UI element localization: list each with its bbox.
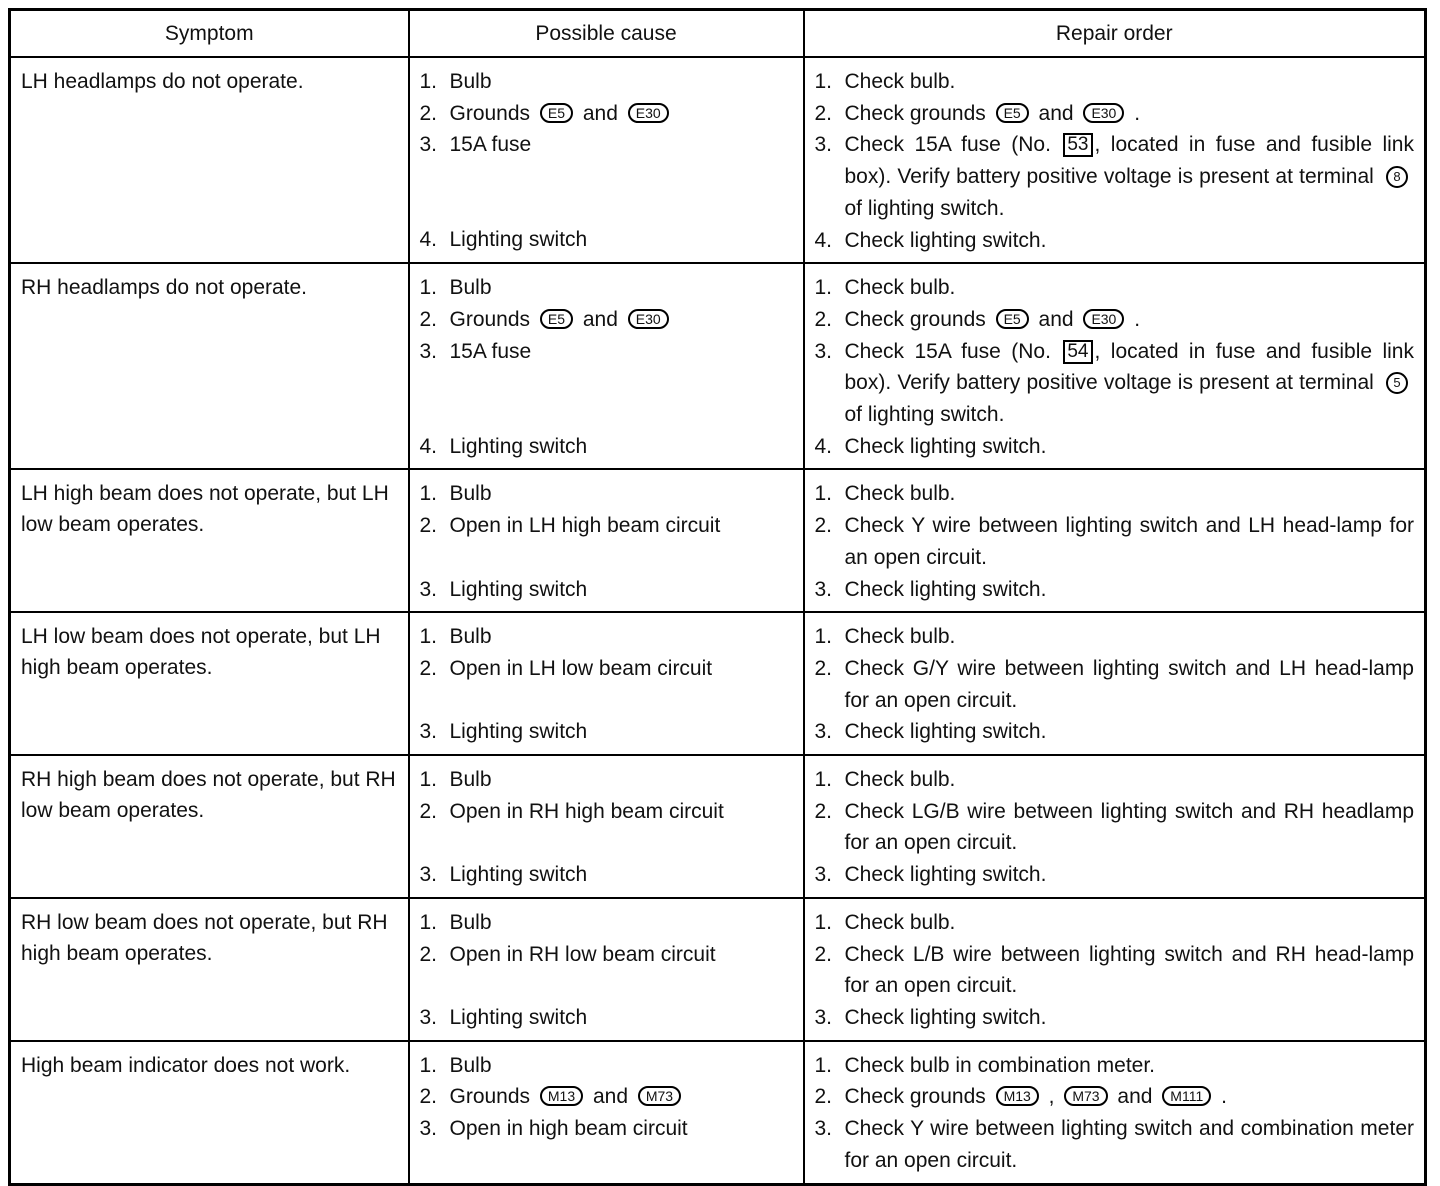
repair-item-text bbox=[845, 129, 1415, 224]
cause-item-number: 2. bbox=[419, 656, 438, 680]
repair-item-number: 3. bbox=[814, 133, 833, 157]
cause-item-text bbox=[450, 510, 793, 542]
cause-item bbox=[420, 129, 793, 161]
text-run: , located in fuse and fusible link box). Verify battery positive voltage is present at terminal bbox=[844, 133, 1414, 189]
cause-item-text bbox=[450, 1002, 793, 1034]
cause-item-number: 1. bbox=[419, 1053, 438, 1077]
text-run: . bbox=[1128, 101, 1141, 125]
cause-item-text bbox=[450, 129, 793, 161]
connector-badge: M73 bbox=[638, 1086, 681, 1106]
repair-item bbox=[815, 1113, 1415, 1176]
repair-item bbox=[815, 225, 1415, 257]
cause-item-text bbox=[450, 764, 793, 796]
table-row bbox=[10, 755, 1426, 898]
possible-cause-cell bbox=[409, 1041, 804, 1184]
text-run: Check lighting switch. bbox=[844, 434, 1047, 458]
repair-item-text bbox=[845, 98, 1415, 130]
symptom-cell: RH low beam does not operate, but RH high beam operates. bbox=[10, 898, 409, 1041]
repair-item bbox=[815, 336, 1415, 431]
repair-item bbox=[815, 764, 1415, 796]
repair-item bbox=[815, 129, 1415, 224]
repair-item-text bbox=[845, 336, 1415, 431]
cause-item-number: 4. bbox=[419, 228, 438, 252]
connector-badge: E30 bbox=[628, 309, 669, 329]
repair-item bbox=[815, 574, 1415, 606]
repair-item bbox=[815, 1002, 1415, 1034]
text-run: Check grounds bbox=[844, 101, 992, 125]
repair-item-text bbox=[845, 859, 1415, 891]
repair-item-text bbox=[845, 907, 1415, 939]
text-run: and bbox=[1111, 1085, 1159, 1109]
repair-item-number: 4. bbox=[814, 434, 833, 458]
text-run: Open in LH high beam circuit bbox=[449, 514, 721, 538]
repair-item-text bbox=[845, 225, 1415, 257]
text-run: Open in high beam circuit bbox=[449, 1117, 688, 1141]
blank-line bbox=[420, 827, 793, 859]
repair-item-text bbox=[845, 272, 1415, 304]
possible-cause-cell bbox=[409, 57, 804, 263]
text-run: Check L/B wire between lighting switch and RH head-lamp for an open circuit. bbox=[844, 942, 1414, 998]
cause-item-text bbox=[450, 1050, 793, 1082]
possible-cause-cell bbox=[409, 755, 804, 898]
repair-order-cell bbox=[804, 898, 1426, 1041]
text-run: Check bulb. bbox=[844, 768, 956, 792]
text-run: Open in RH low beam circuit bbox=[449, 942, 716, 966]
cause-item bbox=[420, 1002, 793, 1034]
repair-item-text bbox=[845, 796, 1415, 859]
repair-item bbox=[815, 1081, 1415, 1113]
repair-item-text bbox=[845, 1081, 1415, 1113]
text-run: Check G/Y wire between lighting switch and LH head-lamp for an open circuit. bbox=[844, 656, 1414, 712]
connector-badge: E30 bbox=[1083, 103, 1124, 123]
cause-item-number: 2. bbox=[419, 307, 438, 331]
symptom-cell: LH high beam does not operate, but LH low beam operates. bbox=[10, 469, 409, 612]
text-run: Lighting switch bbox=[449, 1005, 588, 1029]
text-run: Check lighting switch. bbox=[844, 720, 1047, 744]
connector-badge: M111 bbox=[1162, 1086, 1211, 1106]
repair-order-cell bbox=[804, 263, 1426, 469]
table-row bbox=[10, 898, 1426, 1041]
cause-item bbox=[420, 574, 793, 606]
text-run: Lighting switch bbox=[449, 577, 588, 601]
possible-cause-cell bbox=[409, 898, 804, 1041]
cause-item bbox=[420, 510, 793, 542]
cause-item-number: 3. bbox=[419, 577, 438, 601]
text-run: Grounds bbox=[449, 101, 536, 125]
table-row bbox=[10, 57, 1426, 263]
cause-item bbox=[420, 796, 793, 828]
cause-item bbox=[420, 907, 793, 939]
text-run: . bbox=[1128, 307, 1141, 331]
cause-item bbox=[420, 272, 793, 304]
connector-badge: E30 bbox=[628, 103, 669, 123]
repair-item-number: 2. bbox=[814, 942, 833, 966]
cause-item-number: 2. bbox=[419, 799, 438, 823]
text-run: and bbox=[587, 1085, 634, 1109]
cause-item-number: 3. bbox=[419, 720, 438, 744]
connector-badge: E5 bbox=[996, 103, 1029, 123]
text-run: Bulb bbox=[449, 482, 492, 506]
cause-item bbox=[420, 66, 793, 98]
cause-item-text bbox=[450, 1081, 793, 1113]
cause-item-number: 3. bbox=[419, 133, 438, 157]
cause-item-number: 4. bbox=[419, 434, 438, 458]
cause-item bbox=[420, 1113, 793, 1145]
text-run: Check Y wire between lighting switch and combination meter for an open circuit. bbox=[844, 1117, 1414, 1172]
repair-item-number: 1. bbox=[814, 625, 833, 649]
text-run: Lighting switch bbox=[449, 228, 588, 252]
text-run: and bbox=[1032, 307, 1080, 331]
repair-item bbox=[815, 510, 1415, 573]
text-run: Grounds bbox=[449, 1085, 536, 1109]
cause-item-text bbox=[450, 431, 793, 463]
cause-item-text bbox=[450, 478, 793, 510]
cause-item-number: 2. bbox=[419, 101, 438, 125]
repair-item-number: 3. bbox=[814, 1005, 833, 1029]
repair-order-cell bbox=[804, 1041, 1426, 1184]
cause-item-number: 1. bbox=[419, 625, 438, 649]
cause-item-number: 1. bbox=[419, 276, 438, 300]
repair-item-text bbox=[845, 1113, 1415, 1176]
troubleshooting-table bbox=[8, 8, 1427, 1186]
text-run: Check grounds bbox=[844, 1085, 992, 1109]
diagnosis-table-container bbox=[8, 8, 1424, 1172]
cause-item bbox=[420, 653, 793, 685]
text-run: 15A fuse bbox=[449, 133, 532, 157]
cause-item-text bbox=[450, 336, 793, 368]
cause-item-text bbox=[450, 621, 793, 653]
header-possible-cause: Possible cause bbox=[409, 10, 804, 58]
cause-item-number: 3. bbox=[419, 1005, 438, 1029]
symptom-cell: LH headlamps do not operate. bbox=[10, 57, 409, 263]
text-run: Bulb bbox=[449, 1053, 492, 1077]
cause-item bbox=[420, 98, 793, 130]
text-run: Check lighting switch. bbox=[844, 863, 1047, 887]
text-run: 15A fuse bbox=[449, 339, 532, 363]
repair-item-text bbox=[845, 66, 1415, 98]
repair-item-text bbox=[845, 478, 1415, 510]
repair-item bbox=[815, 304, 1415, 336]
cause-item-text bbox=[450, 224, 793, 256]
cause-item bbox=[420, 478, 793, 510]
cause-item bbox=[420, 764, 793, 796]
header-repair-order: Repair order bbox=[804, 10, 1426, 58]
cause-item-number: 1. bbox=[419, 70, 438, 93]
repair-item-text bbox=[845, 653, 1415, 716]
table-row bbox=[10, 469, 1426, 612]
repair-item-number: 1. bbox=[814, 276, 833, 300]
text-run: Bulb bbox=[449, 768, 492, 792]
repair-item-text bbox=[845, 574, 1415, 606]
text-run: , bbox=[1042, 1085, 1061, 1109]
text-run: Lighting switch bbox=[449, 863, 588, 887]
cause-item bbox=[420, 304, 793, 336]
repair-item-number: 2. bbox=[814, 101, 833, 125]
repair-item-number: 2. bbox=[814, 1085, 833, 1109]
repair-item bbox=[815, 796, 1415, 859]
possible-cause-cell bbox=[409, 263, 804, 469]
blank-line bbox=[420, 399, 793, 431]
cause-item bbox=[420, 431, 793, 463]
repair-item bbox=[815, 653, 1415, 716]
cause-item-text bbox=[450, 66, 793, 98]
text-run: Check LG/B wire between lighting switch and RH headlamp for an open circuit. bbox=[844, 799, 1414, 855]
text-run: and bbox=[577, 307, 624, 331]
text-run: Bulb bbox=[449, 276, 492, 300]
repair-item bbox=[815, 272, 1415, 304]
repair-item bbox=[815, 716, 1415, 748]
cause-item bbox=[420, 224, 793, 256]
repair-item bbox=[815, 66, 1415, 98]
text-run: Open in LH low beam circuit bbox=[449, 656, 713, 680]
text-run: Check bulb. bbox=[844, 482, 956, 506]
repair-item-number: 1. bbox=[814, 70, 833, 93]
repair-item-number: 2. bbox=[814, 656, 833, 680]
repair-item-text bbox=[845, 1002, 1415, 1034]
text-run: , located in fuse and fusible link box). Verify battery positive voltage is present at terminal bbox=[844, 339, 1414, 395]
text-run: Check Y wire between lighting switch and LH head-lamp for an open circuit. bbox=[844, 514, 1414, 569]
repair-item bbox=[815, 98, 1415, 130]
text-run: Check lighting switch. bbox=[844, 577, 1047, 601]
repair-item-text bbox=[845, 431, 1415, 463]
cause-item-text bbox=[450, 574, 793, 606]
repair-order-cell bbox=[804, 57, 1426, 263]
repair-item bbox=[815, 859, 1415, 891]
cause-item-text bbox=[450, 304, 793, 336]
cause-item-text bbox=[450, 653, 793, 685]
cause-item-number: 3. bbox=[419, 339, 438, 363]
cause-item-text bbox=[450, 796, 793, 828]
text-run: Lighting switch bbox=[449, 434, 588, 458]
repair-item-number: 2. bbox=[814, 799, 833, 823]
cause-item bbox=[420, 716, 793, 748]
cause-item-number: 2. bbox=[419, 942, 438, 966]
text-run: Bulb bbox=[449, 625, 492, 649]
text-run: . bbox=[1215, 1085, 1227, 1109]
connector-badge: M73 bbox=[1064, 1086, 1107, 1106]
blank-line bbox=[420, 161, 793, 193]
table-row bbox=[10, 263, 1426, 469]
cause-item-number: 2. bbox=[419, 514, 438, 538]
repair-item-number: 3. bbox=[814, 339, 833, 363]
blank-line bbox=[420, 367, 793, 399]
blank-line bbox=[420, 193, 793, 225]
blank-line bbox=[420, 542, 793, 574]
header-symptom: Symptom bbox=[10, 10, 409, 58]
text-run: Check lighting switch. bbox=[844, 228, 1047, 252]
text-run: and bbox=[577, 101, 624, 125]
header-row bbox=[10, 10, 1426, 58]
repair-item-number: 1. bbox=[814, 1053, 833, 1077]
repair-item-number: 3. bbox=[814, 577, 833, 601]
connector-badge: E30 bbox=[1083, 309, 1124, 329]
cause-item-number: 3. bbox=[419, 1117, 438, 1141]
cause-item-number: 1. bbox=[419, 910, 438, 934]
connector-badge: E5 bbox=[540, 309, 573, 329]
cause-item bbox=[420, 859, 793, 891]
text-run: and bbox=[1032, 101, 1080, 125]
repair-order-cell bbox=[804, 469, 1426, 612]
text-run: of lighting switch. bbox=[844, 403, 1005, 427]
cause-item bbox=[420, 621, 793, 653]
cause-item-number: 1. bbox=[419, 768, 438, 792]
cause-item bbox=[420, 1081, 793, 1113]
text-run: Check bulb. bbox=[844, 276, 956, 300]
text-run: Check bulb in combination meter. bbox=[844, 1053, 1155, 1077]
table-row bbox=[10, 612, 1426, 755]
table-body bbox=[10, 57, 1426, 1184]
fuse-number-box: 53 bbox=[1063, 133, 1092, 157]
terminal-number-circle: 8 bbox=[1386, 166, 1408, 188]
repair-item bbox=[815, 1050, 1415, 1082]
blank-line bbox=[420, 970, 793, 1002]
repair-item-number: 3. bbox=[814, 1117, 833, 1141]
cause-item-text bbox=[450, 859, 793, 891]
symptom-cell: LH low beam does not operate, but LH high beam operates. bbox=[10, 612, 409, 755]
fuse-number-box: 54 bbox=[1063, 340, 1092, 364]
repair-order-cell bbox=[804, 612, 1426, 755]
cause-item bbox=[420, 939, 793, 971]
repair-item bbox=[815, 478, 1415, 510]
cause-item-number: 3. bbox=[419, 863, 438, 887]
possible-cause-cell bbox=[409, 612, 804, 755]
repair-item bbox=[815, 621, 1415, 653]
cause-item-text bbox=[450, 98, 793, 130]
connector-badge: M13 bbox=[996, 1086, 1039, 1106]
cause-item-number: 1. bbox=[419, 482, 438, 506]
symptom-cell: RH headlamps do not operate. bbox=[10, 263, 409, 469]
cause-item-text bbox=[450, 272, 793, 304]
terminal-number-circle: 5 bbox=[1386, 372, 1408, 394]
repair-item-number: 3. bbox=[814, 720, 833, 744]
text-run: Check bulb. bbox=[844, 625, 956, 649]
text-run: Bulb bbox=[449, 910, 492, 934]
repair-item-text bbox=[845, 621, 1415, 653]
cause-item-text bbox=[450, 907, 793, 939]
text-run: Check 15A fuse (No. bbox=[844, 133, 1062, 157]
text-run: Check lighting switch. bbox=[844, 1005, 1047, 1029]
symptom-cell: RH high beam does not operate, but RH low beam operates. bbox=[10, 755, 409, 898]
cause-item-text bbox=[450, 939, 793, 971]
cause-item-text bbox=[450, 1113, 793, 1145]
text-run: Check bulb. bbox=[844, 70, 956, 93]
repair-item-number: 2. bbox=[814, 307, 833, 331]
repair-item-number: 1. bbox=[814, 768, 833, 792]
text-run: Lighting switch bbox=[449, 720, 588, 744]
repair-item-text bbox=[845, 716, 1415, 748]
text-run: Open in RH high beam circuit bbox=[449, 799, 724, 823]
connector-badge: E5 bbox=[540, 103, 573, 123]
connector-badge: M13 bbox=[540, 1086, 583, 1106]
table-row bbox=[10, 1041, 1426, 1184]
repair-order-cell bbox=[804, 755, 1426, 898]
repair-item-text bbox=[845, 304, 1415, 336]
blank-line bbox=[420, 685, 793, 717]
text-run: Check grounds bbox=[844, 307, 992, 331]
cause-item bbox=[420, 1050, 793, 1082]
repair-item-text bbox=[845, 939, 1415, 1002]
repair-item bbox=[815, 431, 1415, 463]
repair-item bbox=[815, 939, 1415, 1002]
possible-cause-cell bbox=[409, 469, 804, 612]
text-run: of lighting switch. bbox=[844, 196, 1005, 220]
repair-item-number: 3. bbox=[814, 863, 833, 887]
connector-badge: E5 bbox=[996, 309, 1029, 329]
repair-item-number: 2. bbox=[814, 514, 833, 538]
cause-item bbox=[420, 336, 793, 368]
symptom-cell: High beam indicator does not work. bbox=[10, 1041, 409, 1184]
text-run: Bulb bbox=[449, 70, 492, 93]
cause-item-number: 2. bbox=[419, 1085, 438, 1109]
repair-item-number: 1. bbox=[814, 482, 833, 506]
text-run: Check 15A fuse (No. bbox=[844, 339, 1062, 363]
repair-item-number: 4. bbox=[814, 228, 833, 252]
text-run: Check bulb. bbox=[844, 910, 956, 934]
text-run: Grounds bbox=[449, 307, 536, 331]
repair-item-number: 1. bbox=[814, 910, 833, 934]
repair-item bbox=[815, 907, 1415, 939]
repair-item-text bbox=[845, 764, 1415, 796]
cause-item-text bbox=[450, 716, 793, 748]
repair-item-text bbox=[845, 510, 1415, 573]
repair-item-text bbox=[845, 1050, 1415, 1082]
